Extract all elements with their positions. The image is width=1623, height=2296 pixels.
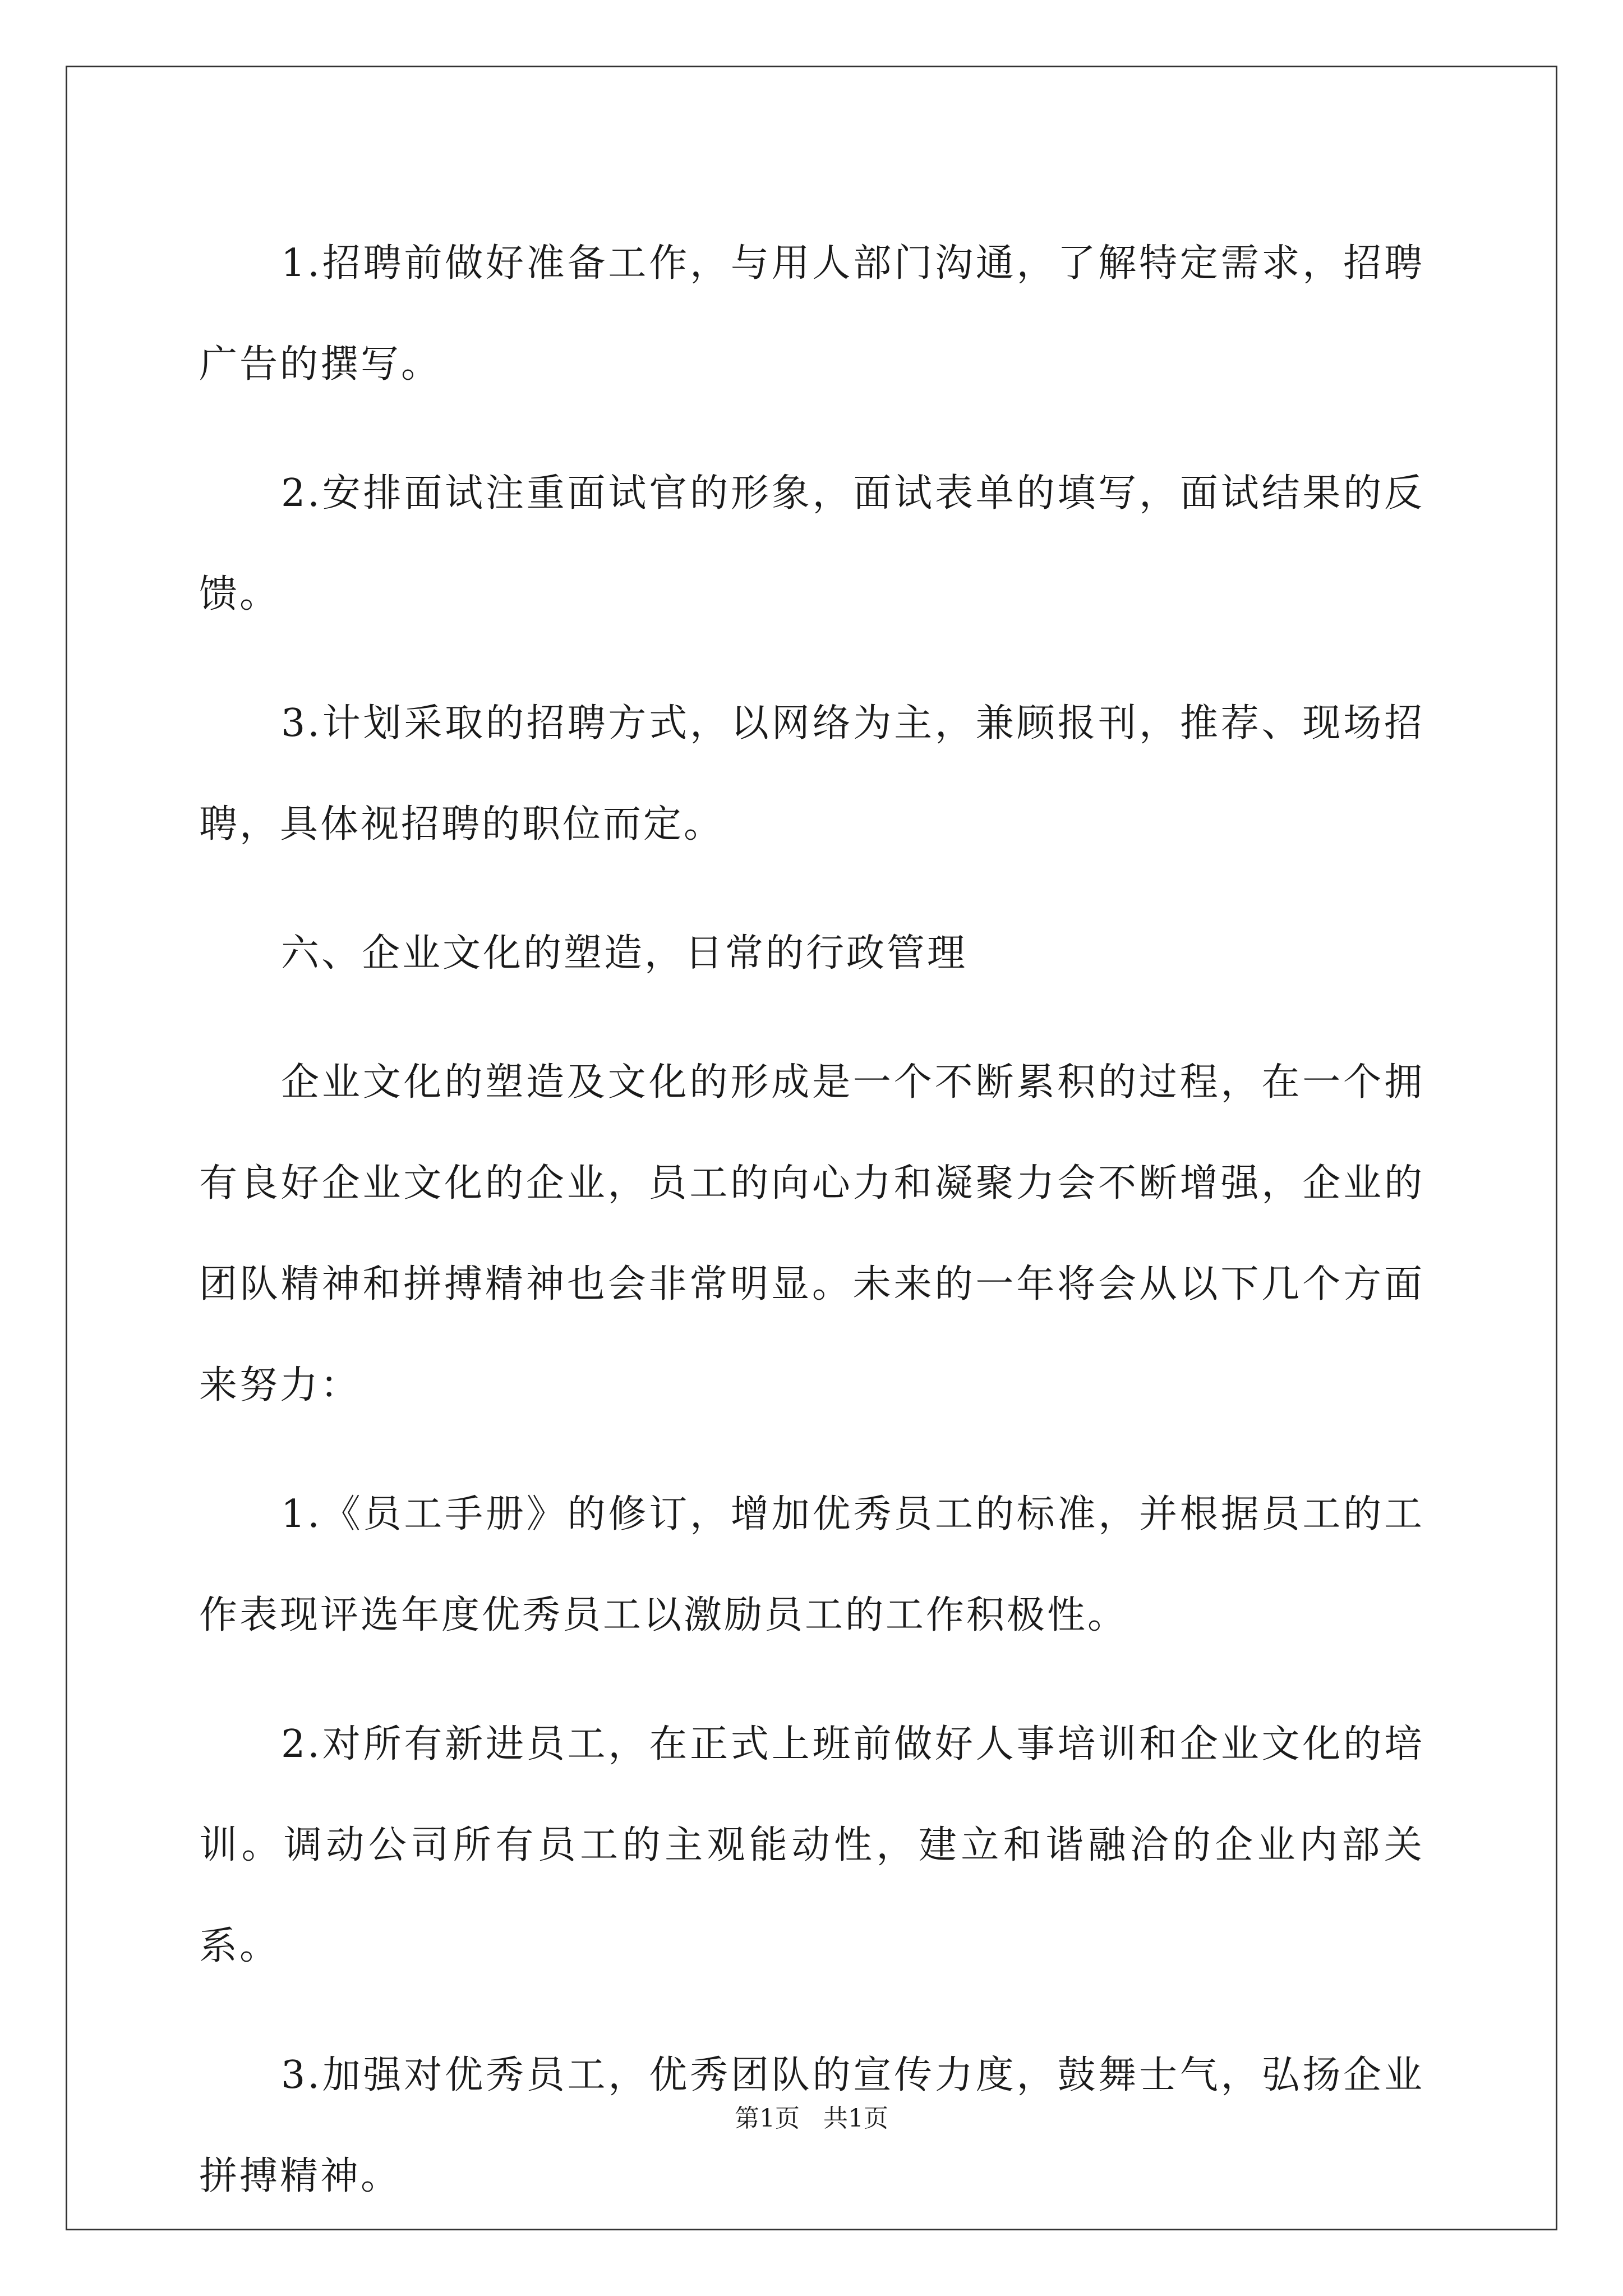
paragraph-new-employee-training: 2.对所有新进员工，在正式上班前做好人事培训和企业文化的培训。调动公司所有员工的主观能动性，建立和谐融洽的企业内部关系。 [199,1722,1424,1968]
document-body [199,213,1424,2255]
paragraph-culture-intro: 企业文化的塑造及文化的形成是一个不断累积的过程，在一个拥有良好企业文化的企业，员工的向心力和凝聚力会不断增强，企业的团队精神和拼搏精神也会非常明显。未来的一年将会从以下几个方面来努力： [199,1060,1424,1407]
page-number-footer: 第1页 共1页 [735,2104,888,2133]
paragraph-outstanding-promotion: 3.加强对优秀员工，优秀团队的宣传力度，鼓舞士气，弘扬企业拼搏精神。 [199,2053,1424,2198]
paragraph-interview-arrangement: 2.安排面试注重面试官的形象，面试表单的填写，面试结果的反馈。 [199,471,1424,616]
section-heading-corporate-culture: 六、企业文化的塑造，日常的行政管理 [281,931,968,976]
paragraph-recruiting-prep: 1.招聘前做好准备工作，与用人部门沟通，了解特定需求，招聘广告的撰写。 [199,241,1424,386]
paragraph-recruiting-methods: 3.计划采取的招聘方式，以网络为主，兼顾报刊，推荐、现场招聘，具体视招聘的职位而定。 [199,701,1424,846]
paragraph-employee-handbook: 1.《员工手册》的修订，增加优秀员工的标准，并根据员工的工作表现评选年度优秀员工以激励员工的工作积极性。 [199,1492,1424,1637]
